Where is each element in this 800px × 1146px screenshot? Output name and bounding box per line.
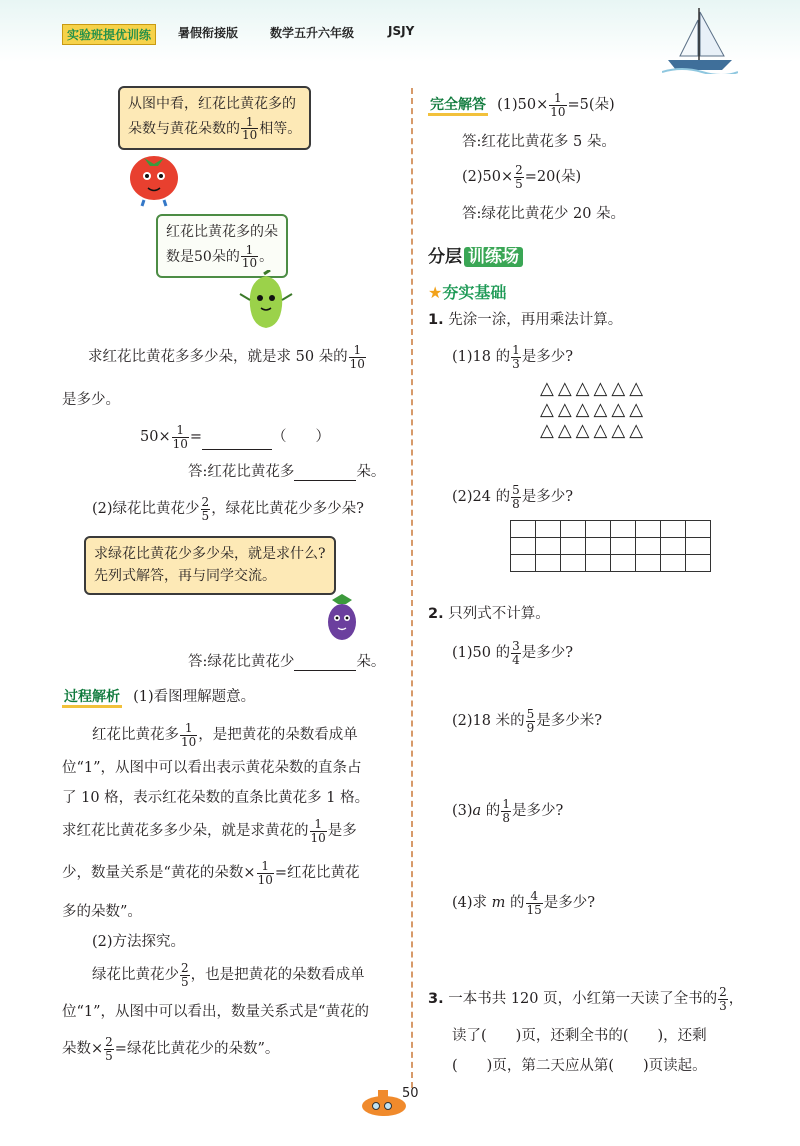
text: (1)看图理解题意。 (133, 689, 256, 705)
triangle-row[interactable]: △△△△△△ (540, 378, 648, 399)
series-tag: 实验班提优训练 (62, 24, 156, 45)
page-number: 50 (402, 1086, 419, 1101)
fraction (104, 1036, 114, 1062)
numerator: 1 (502, 797, 510, 811)
fraction (180, 962, 190, 988)
bubble-tomato (118, 86, 311, 150)
sailboat-icon (662, 4, 738, 74)
denominator: 10 (172, 436, 188, 451)
denominator: 8 (512, 496, 520, 511)
text: 是多少米? (536, 713, 603, 730)
text: 夯实基础 (442, 283, 507, 302)
grid-row[interactable] (511, 538, 711, 555)
denominator: 5 (181, 974, 189, 989)
text: 朵数× (62, 1041, 104, 1058)
variable: a (472, 803, 482, 820)
fraction (241, 116, 258, 142)
section-title (428, 242, 523, 267)
numerator: 5 (526, 707, 535, 721)
question-number: 2. (428, 606, 444, 622)
numerator: 2 (201, 495, 210, 509)
numerator: 4 (530, 889, 538, 903)
text: 红花比黄花多 (92, 727, 179, 744)
answer-line (188, 654, 385, 671)
text: 的 (505, 895, 525, 912)
numerator: 1 (314, 817, 322, 831)
fraction (201, 496, 211, 522)
fraction (349, 344, 366, 370)
full-answer-heading (428, 92, 615, 118)
fraction (549, 92, 566, 118)
star-icon: ★ (428, 283, 443, 302)
equation-line (140, 424, 330, 450)
numerator: 1 (554, 91, 562, 105)
bubble-pepper (156, 214, 288, 278)
text: (1)50× (497, 97, 549, 114)
question-line: ( )页，第二天应从第( )页读起。 (452, 1058, 707, 1074)
text: =20(朵) (524, 169, 582, 186)
subject-label: 数学五升六年级 (270, 26, 355, 40)
denominator: 5 (201, 508, 210, 523)
full-answer-tag: 完全解答 (428, 97, 488, 116)
eggplant-mascot-icon (318, 590, 366, 646)
fraction (511, 640, 521, 666)
bubble-text: 相等。 (259, 120, 302, 137)
tomato-mascot-icon (124, 146, 188, 210)
bubble-text: 朵数与黄花朵数的 (128, 120, 240, 137)
question-line (452, 708, 602, 734)
text: 是多 (327, 823, 357, 840)
text: =5(朵) (567, 97, 615, 114)
text: =红花比黄花 (274, 865, 360, 882)
question-line (452, 640, 573, 666)
section-title-b: 训练场 (464, 247, 523, 267)
denominator: 10 (349, 356, 365, 371)
numerator: 3 (512, 639, 520, 653)
text: (2)绿花比黄花少 (92, 501, 200, 518)
text: 求红花比黄花多多少朵，就是求黄花的 (62, 823, 309, 840)
equation-line (497, 91, 615, 119)
text: (2)18 米的 (452, 713, 525, 730)
question-number: 3. (428, 991, 444, 1008)
code-label: JSJY (388, 24, 415, 38)
fraction (511, 344, 521, 370)
denominator: 15 (526, 902, 542, 917)
paragraph-line: 是多少。 (62, 392, 120, 408)
denominator: 10 (257, 872, 273, 887)
denominator: 3 (512, 356, 520, 371)
question-text: 先涂一涂，再用乘法计算。 (448, 312, 623, 328)
paragraph-line (92, 722, 358, 748)
bubble-text: 数是50朵的 (166, 248, 240, 265)
answer-blank[interactable] (202, 435, 272, 450)
fraction (514, 164, 524, 190)
fraction (526, 890, 543, 916)
question-line (452, 890, 595, 916)
numerator: 1 (245, 114, 254, 129)
denominator: 10 (310, 830, 326, 845)
fraction (180, 722, 197, 748)
grid-row[interactable] (511, 555, 711, 572)
paragraph-line (62, 1036, 279, 1062)
denominator: 4 (512, 652, 520, 667)
denominator: 9 (526, 720, 535, 735)
triangle-grid[interactable] (540, 378, 647, 441)
numerator: 2 (719, 985, 727, 999)
answer-line (188, 464, 385, 481)
bubble-line: 求绿花比黄花少多少朵，就是求什么? (94, 546, 326, 562)
question-text: 只列式不计算。 (448, 606, 550, 622)
color-grid[interactable] (510, 520, 711, 572)
variable: m (491, 895, 506, 912)
bubble-line (166, 244, 278, 270)
paragraph-line: 位“1”，从图中可以看出，数量关系式是“黄花的 (62, 1004, 369, 1020)
text: (1)18 的 (452, 349, 511, 366)
bubble-line: 先列式解答，再与同学交流。 (94, 567, 276, 584)
numerator: 1 (184, 721, 193, 735)
paragraph-line: (2)方法探究。 (92, 934, 186, 950)
fraction (257, 860, 274, 886)
paragraph-line (92, 962, 365, 988)
text: 答:绿花比黄花少 (188, 654, 295, 670)
bubble-eggplant (84, 536, 336, 595)
text: 答:红花比黄花多 (188, 464, 295, 480)
numerator: 1 (245, 242, 254, 257)
subsection-title (428, 280, 506, 303)
question-line: 读了( )页，还剩全书的( )，还剩 (452, 1028, 707, 1044)
denominator: 10 (550, 104, 566, 119)
text: (2)50× (462, 169, 514, 186)
grid-row[interactable] (511, 521, 711, 538)
bubble-line: 红花比黄花多的朵 (166, 224, 278, 240)
question-1 (428, 312, 622, 329)
text: 是多少? (521, 489, 574, 506)
pepper-mascot-icon (236, 270, 296, 336)
text: =绿花比黄花少的朵数”。 (114, 1041, 280, 1058)
numerator: 1 (353, 343, 362, 357)
text: (4)求 (452, 895, 492, 912)
text: 是多少? (521, 645, 574, 662)
bubble-line (128, 116, 301, 142)
analysis-tag: 过程解析 (62, 689, 122, 708)
text: 少，数量关系是“黄花的朵数× (62, 865, 256, 882)
fraction (511, 484, 521, 510)
answer-blank[interactable] (294, 656, 356, 671)
denominator: 5 (515, 176, 523, 191)
answer-line: 答:红花比黄花多 5 朵。 (462, 134, 616, 150)
text: 绿花比黄花少 (92, 967, 179, 984)
question-line (452, 484, 573, 510)
triangle-row[interactable]: △△△△△△ (540, 420, 648, 441)
numerator: 1 (512, 343, 520, 357)
bubble-text: 。 (259, 248, 274, 265)
question-2 (428, 606, 550, 623)
text: 朵。 (356, 464, 386, 480)
section-title-a: 分层 (428, 247, 462, 267)
paragraph-line: 位“1”，从图中可以看出表示黄花朵数的直条占 (62, 760, 362, 776)
numerator: 1 (261, 859, 270, 873)
text: ，绿花比黄花少多少朵? (211, 501, 364, 518)
text: 求红花比黄花多多少朵，就是求 50 朵的 (88, 349, 348, 366)
text: 是多少? (511, 803, 564, 820)
numerator: 1 (176, 423, 185, 437)
text: ， (728, 991, 744, 1008)
answer-blank[interactable] (294, 466, 356, 481)
answer-line: 答:绿花比黄花少 20 朵。 (462, 206, 626, 222)
paragraph-line: 多的朵数”。 (62, 904, 142, 920)
text: (3) (452, 803, 473, 820)
text: ，是把黄花的朵数看成单 (198, 727, 358, 744)
fraction (718, 986, 728, 1012)
question-line (92, 496, 364, 522)
denominator: 3 (719, 998, 727, 1013)
text: 一本书共 120 页，小红第一天读了全书的 (448, 991, 718, 1008)
text: (2)24 的 (452, 489, 511, 506)
text: = (189, 429, 203, 446)
fraction (310, 818, 327, 844)
numerator: 2 (515, 163, 523, 177)
question-3 (428, 986, 743, 1012)
column-divider (411, 88, 413, 1088)
text: ，也是把黄花的朵数看成单 (190, 967, 365, 984)
denominator: 5 (105, 1048, 113, 1063)
text: 是多少? (543, 895, 596, 912)
text: (1)50 的 (452, 645, 511, 662)
fraction (526, 708, 536, 734)
text: 是多少? (521, 349, 574, 366)
edition-label: 暑假衔接版 (178, 26, 239, 40)
numerator: 5 (512, 483, 520, 497)
fraction (172, 424, 189, 450)
denominator: 10 (241, 256, 258, 271)
fraction (241, 244, 258, 270)
question-line (452, 344, 573, 370)
denominator: 10 (242, 128, 258, 143)
question-number: 1. (428, 312, 444, 328)
text: 50× (140, 429, 171, 446)
analysis-heading (62, 686, 255, 706)
paragraph-line (62, 860, 360, 886)
numerator: 2 (181, 961, 189, 975)
paragraph-line (62, 818, 357, 844)
fraction (501, 798, 511, 824)
denominator: 10 (181, 734, 197, 749)
equation-line (462, 164, 581, 190)
denominator: 8 (502, 810, 510, 825)
bubble-line: 从图中看，红花比黄花多的 (128, 96, 296, 112)
unit-blank[interactable]: （ ） (272, 429, 331, 446)
text: 的 (481, 803, 501, 820)
paragraph-line (88, 344, 367, 370)
paragraph-line: 了 10 格，表示红花朵数的直条比黄花多 1 格。 (62, 790, 370, 806)
text: 朵。 (356, 654, 386, 670)
question-line (452, 798, 563, 824)
numerator: 2 (105, 1035, 113, 1049)
triangle-row[interactable]: △△△△△△ (540, 399, 648, 420)
